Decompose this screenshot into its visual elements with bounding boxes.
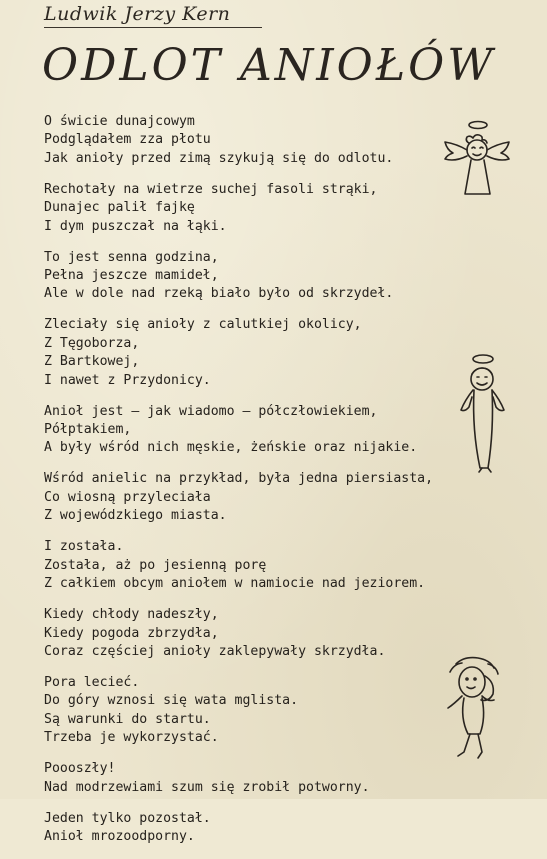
poem-line: Są warunki do startu. <box>44 711 211 727</box>
poem-line: I dym puszczał na łąki. <box>44 218 227 234</box>
poem-line: Anioł jest — jak wiadomo — półczłowiekiem, <box>44 403 378 419</box>
stanza <box>44 760 484 797</box>
standing-angel-icon <box>456 352 510 474</box>
poem-line: Z Bartkowej, <box>44 354 140 370</box>
poem-line: Trzeba je wykorzystać. <box>44 730 219 746</box>
poem-line: Zleciały się anioły z calutkiej okolicy, <box>44 317 362 333</box>
poem-line: Półptakiem, <box>44 422 132 438</box>
poem-line: Dunajec palił fajkę <box>44 200 195 216</box>
stanza <box>44 606 484 661</box>
girl-angel-icon <box>442 654 504 764</box>
poem-line: Została, aż po jesienną porę <box>44 557 267 573</box>
poem-line: Kiedy chłody nadeszły, <box>44 607 219 623</box>
poem-line: A były wśród nich męskie, żeńskie oraz nijakie. <box>44 440 418 456</box>
poem-line: Pełna jeszcze mamideł, <box>44 268 219 284</box>
stanza <box>44 249 484 304</box>
poem-line: Kiedy pogoda zbrzydła, <box>44 625 219 641</box>
winged-angel-icon <box>440 118 512 200</box>
poem-line: Z Tęgoborza, <box>44 335 140 351</box>
poem-body <box>44 113 484 859</box>
poem-line: Podglądałem zza płotu <box>44 132 211 148</box>
stanza <box>44 181 484 236</box>
poem-line: Ale w dole nad rzeką biało było od skrzydeł. <box>44 286 394 302</box>
poem-line: Poooszły! <box>44 761 116 777</box>
poem-line: Jeden tylko pozostał. <box>44 810 211 826</box>
poem-line: Nad modrzewiami szum się zrobił potworny. <box>44 779 370 795</box>
stanza <box>44 674 484 748</box>
poem-line: Z wojewódzkiego miasta. <box>44 508 227 524</box>
stanza <box>44 113 484 168</box>
stanza <box>44 316 484 390</box>
poem-line: I została. <box>44 539 124 555</box>
stanza <box>44 403 484 458</box>
stanza <box>44 470 484 525</box>
poem-line: To jest senna godzina, <box>44 249 219 265</box>
poem-line: Z całkiem obcym aniołem w namiocie nad jeziorem. <box>44 576 426 592</box>
poem-line: Jak anioły przed zimą szykują się do odlotu. <box>44 150 394 166</box>
stanza <box>44 538 484 593</box>
poem-line: O świcie dunajcowym <box>44 114 195 129</box>
poem-title: ODLOT ANIOŁÓW <box>42 40 496 91</box>
author-name: Ludwik Jerzy Kern <box>44 3 262 28</box>
poem-line: Pora lecieć. <box>44 674 140 690</box>
poem-line: Wśród anielic na przykład, była jedna piersiasta, <box>44 471 434 487</box>
poem-line: Anioł mrozoodporny. <box>44 828 195 844</box>
poem-line: Rechotały na wietrze suchej fasoli strąki, <box>44 181 378 197</box>
poem-line: Coraz częściej anioły zaklepywały skrzydła. <box>44 643 386 659</box>
poem-line: Do góry wznosi się wata mglista. <box>44 693 299 709</box>
stanza <box>44 810 484 847</box>
poem-line: I nawet z Przydonicy. <box>44 372 211 388</box>
poem-line: Co wiosną przyleciała <box>44 489 211 505</box>
